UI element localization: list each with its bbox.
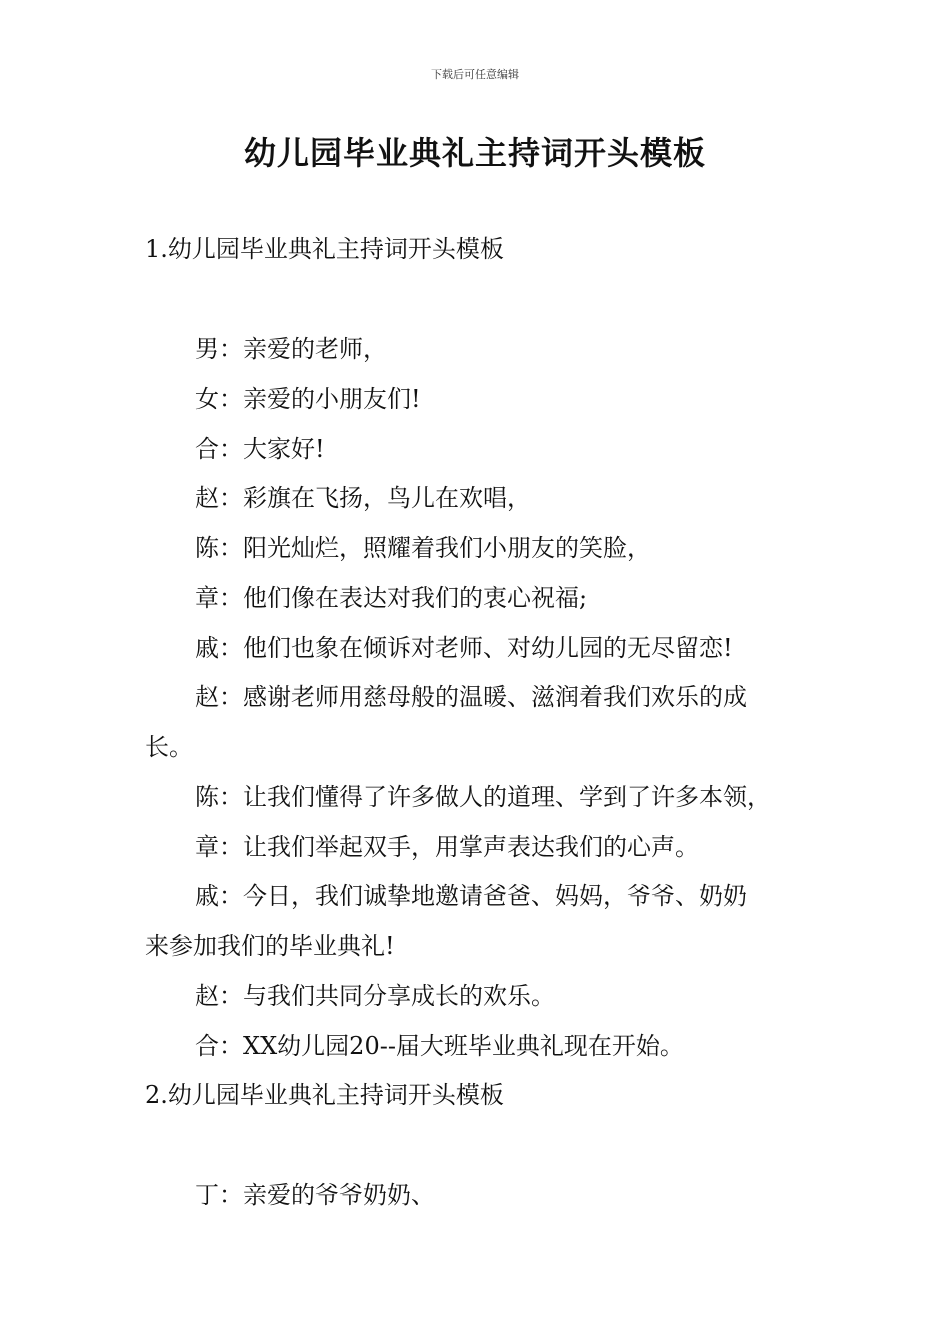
dialogue-line: 合：大家好!	[195, 435, 325, 463]
dialogue-line: 章：他们像在表达对我们的衷心祝福;	[195, 584, 588, 612]
dialogue-line: 丁：亲爱的爷爷奶奶、	[195, 1181, 435, 1209]
dialogue-line: 女：亲爱的小朋友们!	[195, 385, 421, 413]
dialogue-line-continuation: 来参加我们的毕业典礼!	[145, 932, 395, 960]
dialogue-line: 戚：今日，我们诚挚地邀请爸爸、妈妈，爷爷、奶奶	[195, 882, 747, 910]
dialogue-line: 赵：彩旗在飞扬，鸟儿在欢唱，	[195, 484, 531, 512]
dialogue-line: 戚：他们也象在倾诉对老师、对幼儿园的无尽留恋!	[195, 634, 733, 662]
dialogue-line: 赵：与我们共同分享成长的欢乐。	[195, 982, 555, 1010]
dialogue-line: 陈：让我们懂得了许多做人的道理、学到了许多本领，	[195, 783, 771, 811]
section-heading-2: 2.幼儿园毕业典礼主持词开头模板	[145, 1081, 504, 1109]
dialogue-line: 章：让我们举起双手，用掌声表达我们的心声。	[195, 833, 699, 861]
header-note: 下载后可任意编辑	[431, 68, 519, 81]
document-title: 幼儿园毕业典礼主持词开头模板	[243, 134, 706, 172]
dialogue-line: 赵：感谢老师用慈母般的温暖、滋润着我们欢乐的成	[195, 683, 747, 711]
dialogue-line: 合：XX幼儿园20--届大班毕业典礼现在开始。	[195, 1032, 684, 1060]
dialogue-line: 男：亲爱的老师，	[195, 335, 387, 363]
dialogue-line-continuation: 长。	[145, 733, 193, 761]
dialogue-line: 陈：阳光灿烂，照耀着我们小朋友的笑脸，	[195, 534, 651, 562]
section-heading-1: 1.幼儿园毕业典礼主持词开头模板	[145, 235, 504, 263]
